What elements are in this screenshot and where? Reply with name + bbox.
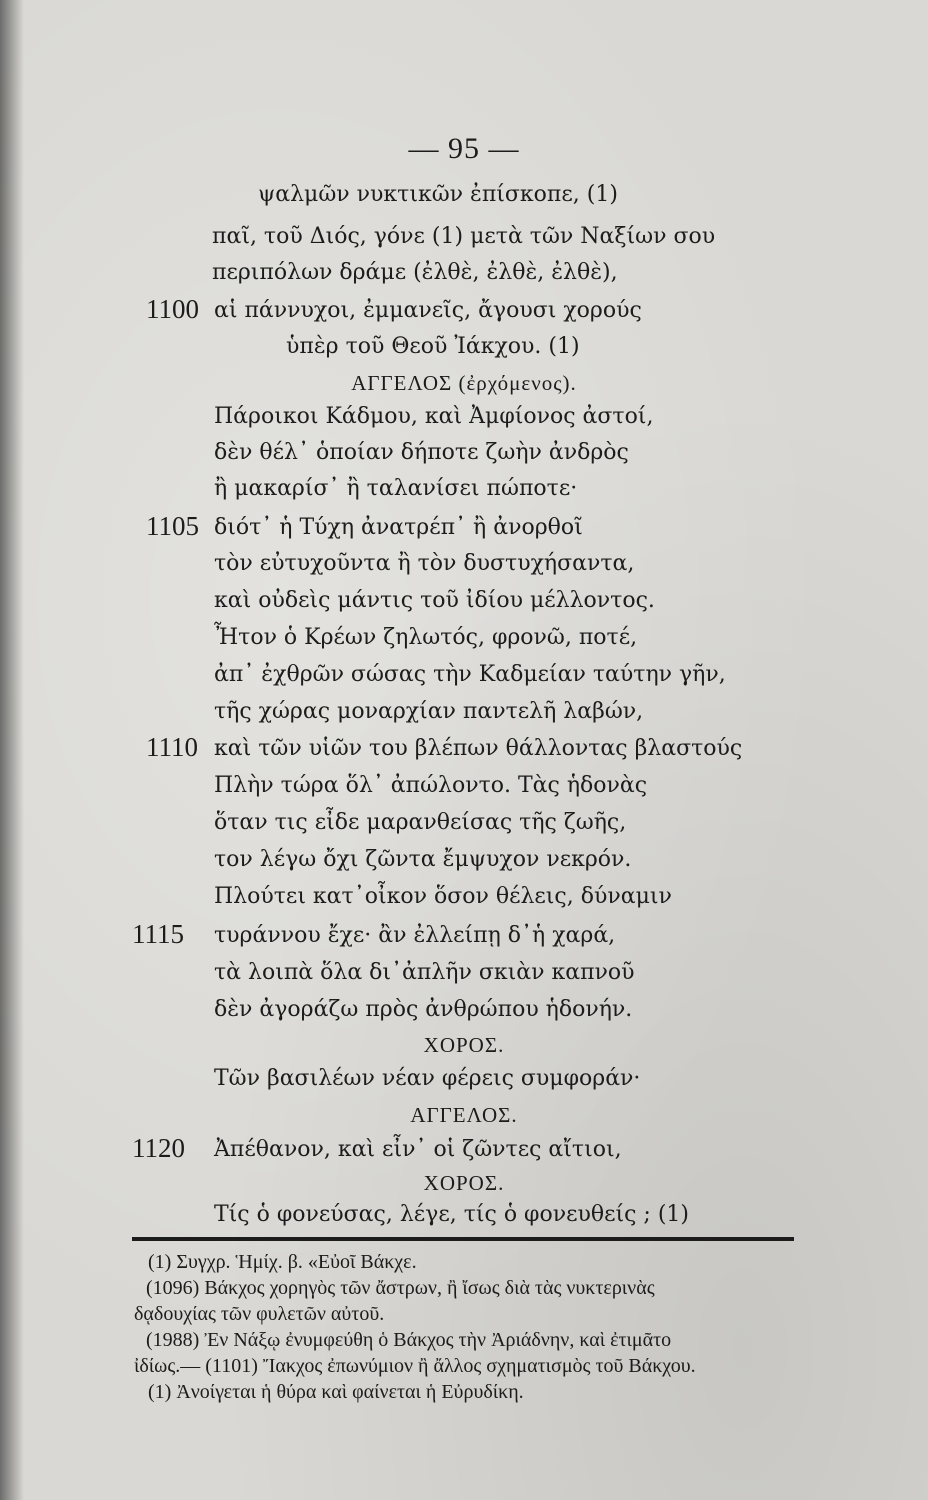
verse-line: Ἦτον ὁ Κρέων ζηλωτός, φρονῶ, ποτέ, <box>214 625 638 650</box>
verse-line: δὲν θέλ᾽ ὁποίαν δήποτε ζωὴν ἀνδρὸς <box>214 440 629 465</box>
verse-line: ψαλμῶν νυκτικῶν ἐπίσκοπε, (1) <box>258 182 618 207</box>
verse-line: ἀπ᾽ ἐχθρῶν σώσας τὴν Καδμείαν ταύτην γῆν, <box>214 662 726 687</box>
page-gutter-shadow <box>0 0 24 1500</box>
verse-line: καὶ οὐδεὶς μάντις τοῦ ἰδίου μέλλοντος. <box>214 588 655 613</box>
line-number: 1100 <box>146 294 199 324</box>
verse-line: Τίς ὁ φονεύσας, λέγε, τίς ὁ φονευθείς ; (1) <box>214 1202 689 1227</box>
verse-line: Τῶν βασιλέων νέαν φέρεις συμφοράν· <box>214 1066 641 1091</box>
footnote: ἰδίως.— (1101) Ἴακχος ἐπωνύμιον ἢ ἄλλος σχηματισμὸς τοῦ Βάκχου. <box>134 1355 696 1377</box>
verse-line: τῆς χώρας μοναρχίαν παντελῆ λαβών, <box>214 699 644 724</box>
verse-line: Πάροικοι Κάδμου, καὶ Ἀμφίονος ἀστοί, <box>214 404 654 429</box>
verse-line: παῖ, τοῦ Διός, γόνε (1) μετὰ τῶν Ναξίων σου <box>212 224 716 249</box>
verse-line: Πλὴν τώρα ὅλ᾽ ἀπώλοντο. Τὰς ἡδονὰς <box>214 773 648 798</box>
footnote: (1988) Ἐν Νάξῳ ἐνυμφεύθη ὁ Βάκχος τὴν Ἀριάδνην, καὶ ἐτιμᾶτο <box>146 1329 672 1351</box>
verse-line: Πλούτει κατ᾽οἶκον ὅσον θέλεις, δύναμιν <box>214 884 672 909</box>
line-number: 1115 <box>132 919 184 949</box>
verse-line: Ἀπέθανον, καὶ εἶν᾽ οἱ ζῶντες αἴτιοι, <box>214 1137 622 1162</box>
line-number: 1110 <box>146 732 198 762</box>
speaker-heading: ΧΟΡΟΣ. <box>423 1033 505 1057</box>
speaker-heading: ΧΟΡΟΣ. <box>423 1171 505 1195</box>
verse-line: τυράννου ἔχε· ἂν ἐλλείπῃ δ᾽ἡ χαρά, <box>214 923 616 948</box>
page-number: — 95 — <box>408 132 520 165</box>
verse-line: περιπόλων δράμε (ἐλθὲ, ἐλθὲ, ἐλθὲ), <box>212 260 618 285</box>
verse-line: ἢ μακαρίσ᾽ ἢ ταλανίσει πώποτε· <box>214 476 578 501</box>
line-number: 1105 <box>146 511 199 541</box>
verse-line: ὅταν τις εἶδε μαρανθείσας τῆς ζωῆς, <box>214 810 627 835</box>
footnote-rule <box>132 1237 794 1241</box>
verse-line: ὑπὲρ τοῦ Θεοῦ Ἰάκχου. (1) <box>286 334 580 359</box>
footnote: δᾳδουχίας τῶν φυλετῶν αὐτοῦ. <box>134 1303 385 1325</box>
verse-line: δὲν ἀγοράζω πρὸς ἀνθρώπου ἡδονήν. <box>214 997 633 1022</box>
speaker-heading: ΑΓΓΕΛΟΣ. <box>410 1103 518 1127</box>
footnote: (1) Ἀνοίγεται ἡ θύρα καὶ φαίνεται ἡ Εὐρυδίκη. <box>148 1381 524 1403</box>
speaker-heading: ΑΓΓΕΛΟΣ (ἐρχόμενος). <box>351 371 577 395</box>
footnote: (1) Συγχρ. Ἡμίχ. β. «Εὐοῖ Βάκχε. <box>148 1251 417 1273</box>
verse-line: αἱ πάννυχοι, ἐμμανεῖς, ἄγουσι χορούς <box>214 298 642 323</box>
verse-line: τὰ λοιπὰ ὅλα δι᾽ἀπλῆν σκιὰν καπνοῦ <box>214 960 635 985</box>
verse-line: τον λέγω ὄχι ζῶντα ἔμψυχον νεκρόν. <box>214 847 632 872</box>
footnote: (1096) Βάκχος χορηγὸς τῶν ἄστρων, ἢ ἴσως διὰ τὰς νυκτερινὰς <box>146 1277 655 1299</box>
verse-line: διότ᾽ ἡ Τύχη ἀνατρέπ᾽ ἢ ἀνορθοῖ <box>214 515 583 540</box>
line-number: 1120 <box>132 1133 185 1163</box>
verse-line: τὸν εὐτυχοῦντα ἢ τὸν δυστυχήσαντα, <box>214 551 635 576</box>
verse-line: καὶ τῶν υἱῶν του βλέπων θάλλοντας βλαστούς <box>214 736 743 761</box>
